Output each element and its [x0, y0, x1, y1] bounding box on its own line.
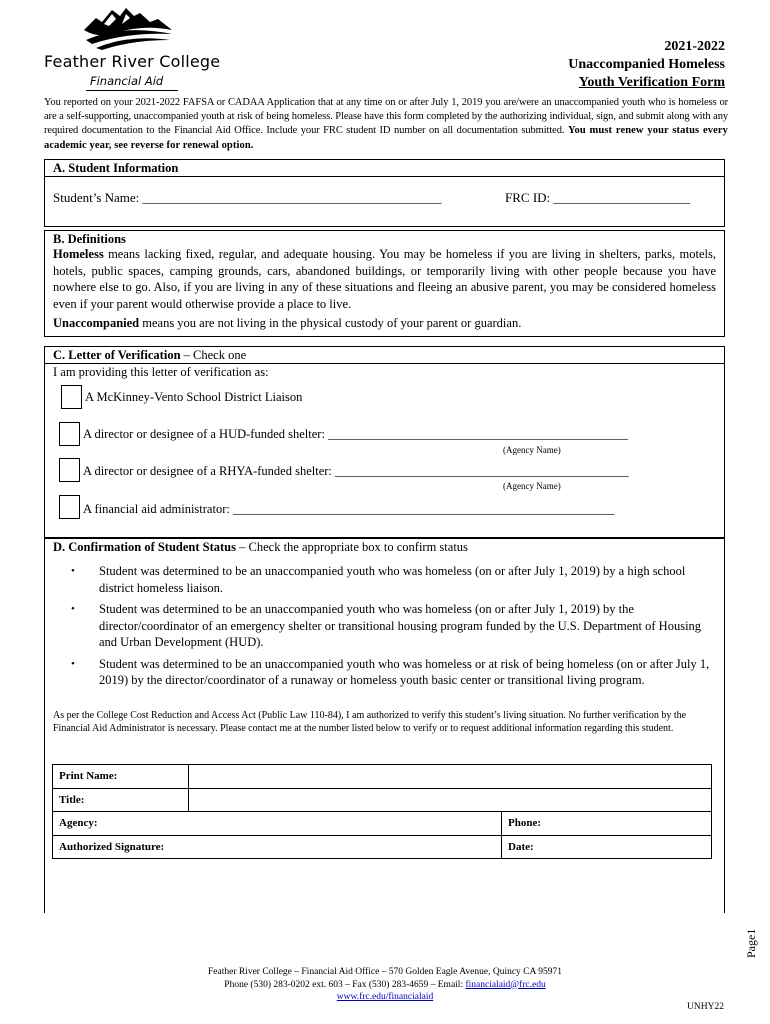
status-bullet-list [71, 563, 721, 694]
section-student-information [44, 159, 725, 227]
form-code: UNHY22 [687, 1002, 724, 1012]
footer-website-link[interactable]: www.frc.edu/financialaid [336, 992, 434, 1002]
definitions-body [45, 246, 724, 332]
title-input[interactable] [189, 788, 712, 812]
cost-reduction-act-statement: As per the College Cost Reduction and Access Act (Public Law 110-84), I am authorized to verify this student’s living situation. No further verification by the Financial Aid Administrator is necessary. Please contact me at the number listed below to verify or to request additional information regarding this student. [53, 710, 687, 735]
homeless-term: Homeless [53, 247, 104, 261]
print-name-input[interactable] [189, 765, 712, 789]
footer-phone-fax: Phone (530) 283-0202 ext. 603 – Fax (530) 283-4659 – Email: [224, 979, 466, 990]
bullet-icon: • [71, 657, 75, 670]
logo-subtitle: Financial Aid [90, 74, 164, 88]
form-title-line2: Youth Verification Form [578, 75, 725, 90]
bullet-text: Student was determined to be an unaccompanied youth who was homeless (on or after July 1, 2019) by the director/coordinator of an emergency shelter or transitional housing program funded by the U.S. Department of Housing and Urban Development (HUD). [99, 602, 702, 649]
student-name-field[interactable]: Student’s Name: ______________________________________________ [53, 190, 442, 205]
verification-lead: I am providing this letter of verification as: [53, 365, 269, 379]
rhya-shelter-checkbox[interactable] [59, 458, 80, 482]
bullet-icon: • [71, 565, 75, 577]
title-label: Title: [53, 788, 189, 812]
section-letter-of-verification [44, 346, 725, 538]
footer-contact [0, 979, 770, 992]
option-financial-aid-admin[interactable]: A financial aid administrator: _____________________________________________________________ [83, 502, 615, 516]
section-c-title [45, 347, 724, 364]
section-d-title [45, 539, 724, 556]
section-d-title-suffix: – Check the appropriate box to confirm status [239, 540, 468, 554]
unaccompanied-term: Unaccompanied [53, 316, 140, 330]
college-logo [44, 4, 219, 90]
footer-email-link[interactable]: financialaid@frc.edu [465, 979, 546, 990]
mountain-logo-icon [82, 4, 174, 50]
table-row [53, 835, 712, 859]
page-number-label: Page1 [744, 928, 758, 958]
unaccompanied-def-text: means you are not living in the physical custody of your parent or guardian. [142, 316, 522, 330]
status-bullet-high-school-liaison[interactable] [71, 563, 721, 596]
section-a-title: A. Student Information [45, 160, 724, 177]
section-definitions [44, 230, 725, 337]
table-row [53, 765, 712, 789]
logo-underline [86, 90, 178, 91]
table-row [53, 812, 712, 836]
rhya-agency-name-label: (Agency Name) [503, 481, 561, 491]
intro-text: You reported on your 2021-2022 FAFSA or CADAA Application that at any time on or after July 1, 2019 you are/were an unaccompanied youth who is homeless or are a self-supporting, unaccompanied youth at risk of being homeless. Please have this form completed by the authorizing individual, sign, and submit along with any required documentation to the Financial Aid Office. Include your FRC student ID number on all documentation submitted. [44, 97, 728, 137]
signature-table [52, 764, 712, 859]
financial-aid-admin-checkbox[interactable] [59, 495, 80, 519]
option-mckinney-vento: A McKinney-Vento School District Liaison [85, 390, 303, 404]
bullet-text: Student was determined to be an unaccompanied youth who was homeless (on or after July 1, 2019) by a high school district homeless liaison. [99, 564, 686, 595]
intro-renewal-note: You must renew your status every academic year, see reverse for renewal option. [44, 125, 728, 151]
status-bullet-runaway-program[interactable] [71, 656, 721, 689]
bullet-icon: • [71, 603, 75, 615]
homeless-definition [53, 246, 716, 312]
section-c-title-text: C. Letter of Verification [53, 348, 181, 362]
phone-field[interactable]: Phone: [502, 812, 712, 836]
form-title [568, 38, 725, 92]
section-c-title-suffix: – Check one [183, 348, 247, 362]
section-b-title: B. Definitions [53, 232, 126, 246]
footer-address: Feather River College – Financial Aid Office – 570 Golden Eagle Avenue, Quincy CA 95971 [208, 967, 562, 977]
option-hud-shelter[interactable]: A director or designee of a HUD-funded shelter: ________________________________________________ [83, 427, 629, 441]
footer [0, 966, 770, 1004]
section-d-title-text: D. Confirmation of Student Status [53, 540, 237, 554]
intro-paragraph [44, 96, 728, 153]
print-name-label: Print Name: [53, 765, 189, 789]
bullet-text: Student was determined to be an unaccompanied youth who was homeless or at risk of being homeless (on or after July 1, 2019) by the director/coordinator of a runaway or homeless youth basic center or transitional living program. [99, 656, 710, 687]
homeless-def-text: means lacking fixed, regular, and adequate housing. You may be homeless if you are living in shelters, parks, motels, hotels, public spaces, camping grounds, cars, abandoned buildings, or temporarily living with other people because you have nowhere else to go. Also, if you are living in any of these situations and fleeing an abusive parent, you may be considered homeless even if your parent would otherwise provide a place to live. [53, 247, 716, 311]
agency-field[interactable]: Agency: [53, 812, 502, 836]
unaccompanied-definition [53, 315, 716, 332]
mckinney-vento-checkbox[interactable] [61, 385, 82, 409]
authorized-signature-field[interactable]: Authorized Signature: [53, 835, 502, 859]
form-year: 2021-2022 [664, 39, 725, 54]
option-rhya-shelter[interactable]: A director or designee of a RHYA-funded shelter: _______________________________________________ [83, 464, 629, 478]
frc-id-field[interactable]: FRC ID: _____________________ [505, 190, 690, 205]
form-title-line1: Unaccompanied Homeless [568, 57, 725, 72]
hud-agency-name-label: (Agency Name) [503, 445, 561, 455]
status-bullet-hud-program[interactable] [71, 601, 721, 651]
date-field[interactable]: Date: [502, 835, 712, 859]
table-row [53, 788, 712, 812]
hud-shelter-checkbox[interactable] [59, 422, 80, 446]
college-name: Feather River College [44, 52, 221, 71]
